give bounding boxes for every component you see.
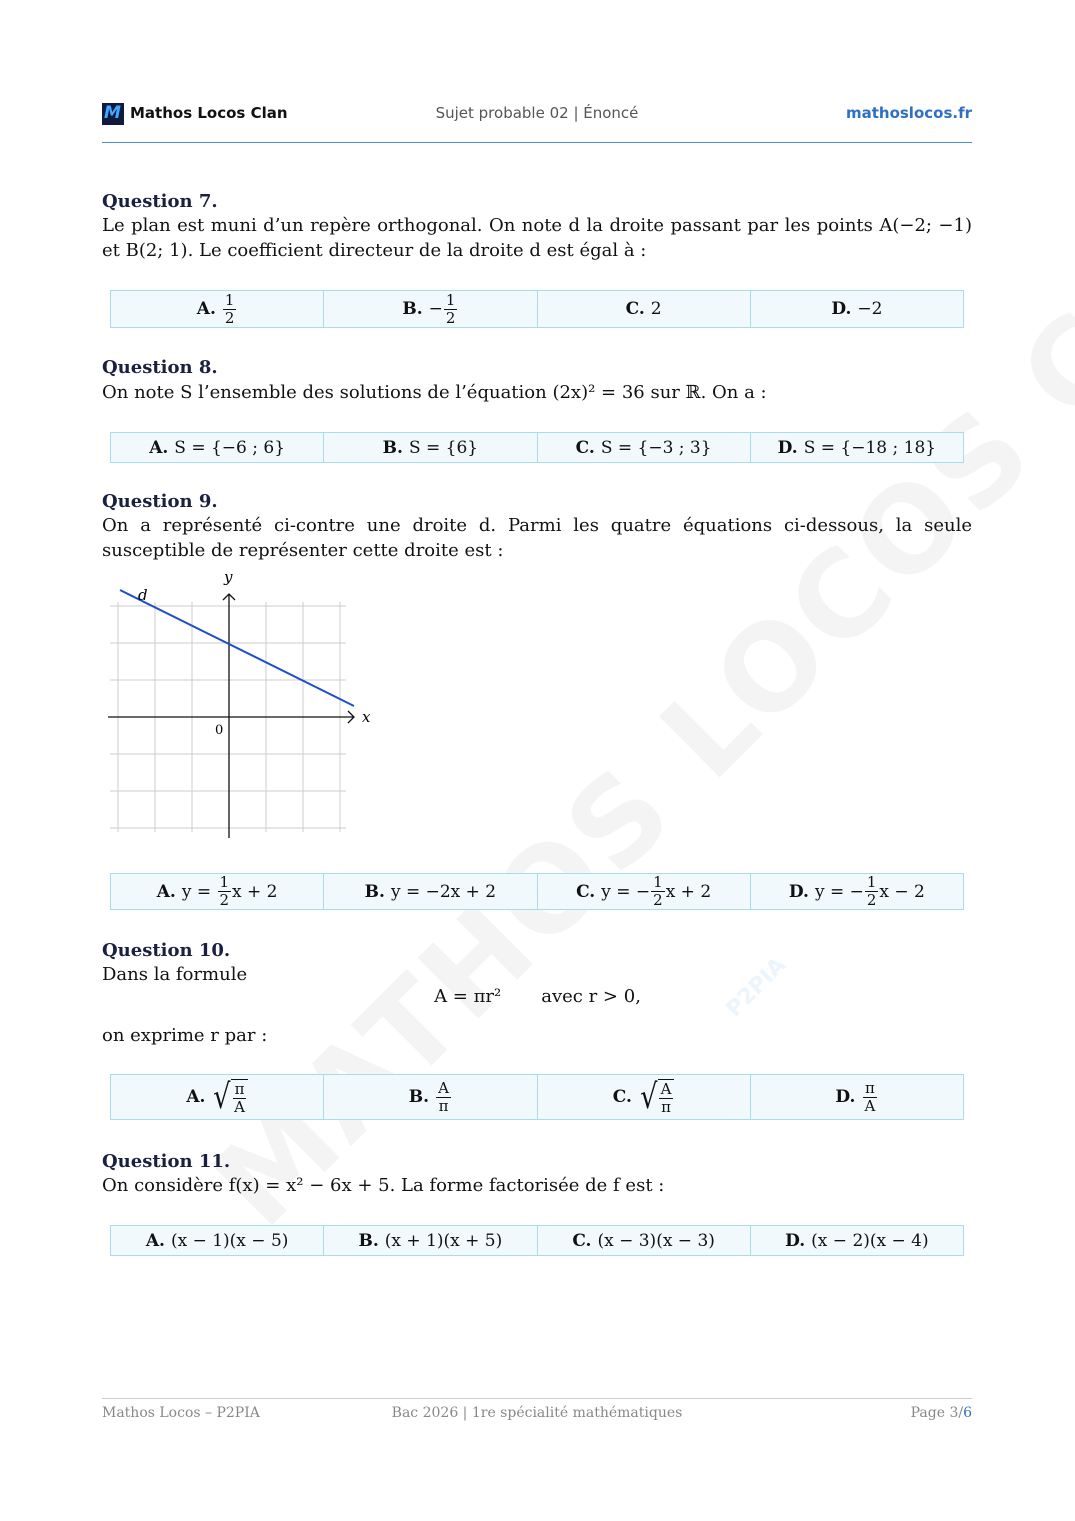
- question-8-title: Question 8.: [102, 357, 218, 378]
- origin-label: 0: [215, 723, 224, 738]
- question-10-answers: [110, 1074, 964, 1120]
- question-10-intro: Dans la formule: [102, 964, 248, 985]
- question-9-answers: [110, 873, 964, 910]
- question-9-title: Question 9.: [102, 491, 218, 512]
- answer-a[interactable]: A. y = $\frac{1}{2}$ x + 2: [111, 874, 324, 909]
- answer-c[interactable]: C. y = − $\frac{1}{2}$ x + 2: [538, 874, 751, 909]
- page-header: [102, 100, 972, 143]
- y-axis-label: y: [224, 568, 233, 586]
- answer-b[interactable]: B. (x + 1)(x + 5): [324, 1226, 537, 1255]
- question-10-title: Question 10.: [102, 940, 231, 961]
- question-7-text: Le plan est muni d’un repère orthogonal. On note d la droite passant par les points A(−2; −1) et B(2; 1). Le coefficient directeur de la droite d est égal à :: [102, 215, 972, 261]
- answer-d[interactable]: D. (x − 2)(x − 4): [785, 1230, 929, 1251]
- brand-name: Mathos Locos Clan: [130, 104, 288, 122]
- question-11-text: On considère f(x) = x² − 6x + 5. La forme factorisée de f est :: [102, 1175, 665, 1196]
- answer-a[interactable]: A. √ $\frac{\pi}{A}$: [111, 1075, 324, 1119]
- formula-condition: avec r > 0,: [541, 986, 641, 1007]
- document-subject: Sujet probable 02 | Énoncé: [435, 104, 639, 122]
- question-7-title: Question 7.: [102, 191, 218, 212]
- page-number: Page 3/6: [910, 1405, 972, 1421]
- site-link[interactable]: mathoslocos.fr: [845, 104, 972, 122]
- question-8-answers: [110, 432, 964, 463]
- answer-a[interactable]: A. S = {−6 ; 6}: [111, 433, 324, 462]
- answer-b[interactable]: B. S = {6}: [324, 433, 537, 462]
- line-label: d: [138, 586, 148, 604]
- answer-a[interactable]: A. $\frac{1}{2}$: [111, 291, 324, 327]
- watermark-small: P2PIA: [721, 952, 791, 1023]
- area-formula: [0, 986, 1075, 1007]
- page-footer: [102, 1398, 972, 1421]
- answer-d[interactable]: D. −2: [831, 299, 883, 319]
- question-8-text: On note S l’ensemble des solutions de l’équation (2x)² = 36 sur ℝ. On a :: [102, 382, 767, 403]
- answer-c[interactable]: C. S = {−3 ; 3}: [538, 433, 751, 462]
- answer-c[interactable]: C. (x − 3)(x − 3): [538, 1226, 751, 1255]
- x-axis-label: x: [362, 708, 371, 726]
- footer-left: Mathos Locos – P2PIA: [102, 1405, 260, 1421]
- answer-d[interactable]: D. $\frac{\pi}{A}$: [835, 1078, 876, 1115]
- line-graph: [100, 566, 390, 846]
- answer-d[interactable]: D. y = − $\frac{1}{2}$ x − 2: [788, 873, 925, 909]
- question-10-text: on exprime r par :: [102, 1025, 268, 1046]
- footer-middle: Bac 2026 | 1re spécialité mathématiques: [391, 1405, 683, 1421]
- answer-b[interactable]: B. y = −2x + 2: [324, 874, 537, 909]
- formula-expression: A = πr²: [434, 986, 502, 1007]
- answer-b[interactable]: B. $\frac{A}{\pi}$: [324, 1075, 537, 1119]
- answer-b[interactable]: B. − $\frac{1}{2}$: [324, 291, 537, 327]
- answer-c[interactable]: C. 2: [538, 291, 751, 327]
- answer-d[interactable]: D. S = {−18 ; 18}: [777, 437, 937, 458]
- answer-a[interactable]: A. (x − 1)(x − 5): [111, 1226, 324, 1255]
- answer-c[interactable]: C. √ $\frac{A}{\pi}$: [538, 1075, 751, 1119]
- logo-icon: M: [102, 103, 124, 125]
- question-11-title: Question 11.: [102, 1151, 231, 1172]
- question-7-answers: [110, 290, 964, 328]
- question-9-text: On a représenté ci-contre une droite d. Parmi les quatre équations ci-dessous, la seule susceptible de représenter cette droite est :: [102, 515, 972, 561]
- axes: [108, 594, 354, 838]
- question-11-answers: [110, 1225, 964, 1256]
